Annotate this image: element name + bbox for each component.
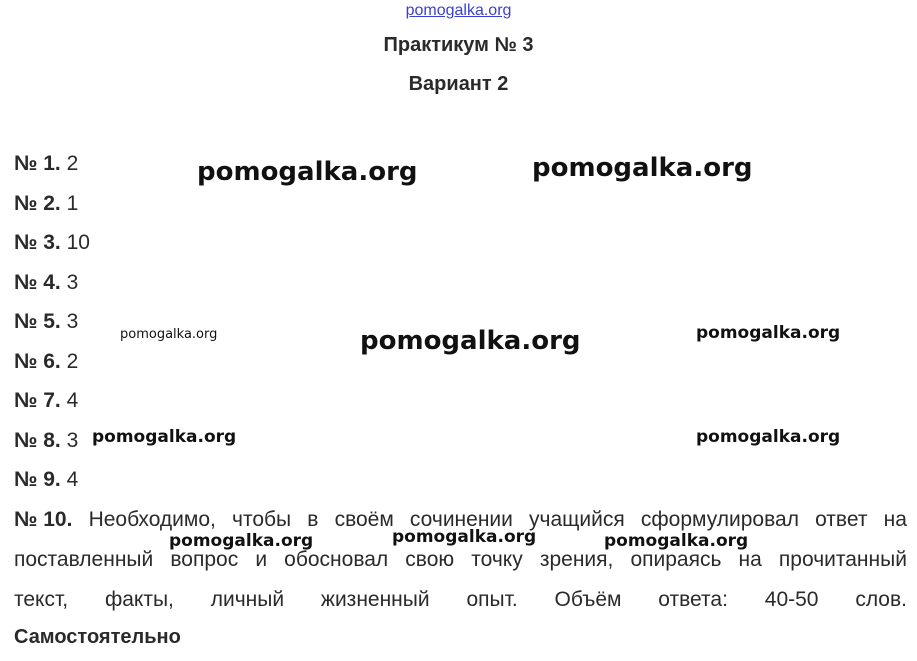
answer-value: 1	[66, 191, 79, 215]
section-heading-independent: Самостоятельно	[14, 626, 181, 648]
task10-word: учащийся	[529, 508, 625, 531]
task10-word: точку	[471, 548, 523, 571]
variant-subtitle: Вариант 2	[408, 73, 509, 95]
task10-word: вопрос	[170, 548, 239, 571]
watermark: pomogalka.org	[197, 157, 418, 187]
watermark: pomogalka.org	[696, 323, 841, 343]
answer-value: 4	[66, 468, 79, 491]
task10-word: на	[738, 548, 762, 571]
answer-number: № 1.	[14, 152, 61, 175]
task10-word: Необходимо,	[88, 508, 216, 531]
answer-number: № 9.	[14, 468, 61, 491]
watermark: pomogalka.org	[604, 531, 749, 551]
watermark: pomogalka.org	[696, 427, 841, 447]
task10-word: факты,	[104, 588, 174, 611]
answer-number: № 8.	[14, 428, 61, 452]
page-title: Практикум № 3	[383, 34, 534, 56]
watermark: pomogalka.org	[532, 153, 753, 183]
task10-line-2	[14, 548, 907, 572]
watermark: pomogalka.org	[120, 327, 218, 342]
answer-number: № 2.	[14, 191, 61, 215]
answer-item	[14, 190, 90, 230]
answer-item	[14, 348, 90, 388]
answer-value: 2	[66, 152, 79, 175]
task10-word: сочинении	[409, 508, 513, 531]
answer-number: № 5.	[14, 310, 61, 333]
answer-number: № 3.	[14, 231, 61, 254]
answer-value: 3	[66, 428, 79, 452]
task10-word: ответа:	[658, 588, 728, 611]
task10-word: Объём	[554, 588, 622, 611]
task10-word: поставленный	[14, 548, 154, 571]
task10-word: своём	[334, 508, 394, 531]
task10-number: № 10.	[14, 508, 73, 531]
answer-item	[14, 269, 90, 309]
task10-word: чтобы	[232, 508, 292, 531]
task10-word: ответ	[815, 508, 868, 531]
answer-value: 4	[66, 389, 79, 412]
answer-item	[14, 308, 90, 348]
task10-word: опыт.	[466, 588, 518, 611]
task10-word: свою	[405, 548, 455, 571]
answer-item	[14, 229, 90, 269]
task10-word: слов.	[855, 588, 907, 611]
task10-word: на	[883, 508, 907, 531]
watermark: pomogalka.org	[169, 531, 314, 551]
answer-item	[14, 150, 90, 190]
task10-word: прочитанный	[778, 548, 907, 571]
watermark: pomogalka.org	[360, 326, 581, 356]
answer-item	[14, 427, 90, 467]
task10-word: личный	[210, 588, 285, 611]
task10-word: сформулировал	[640, 508, 799, 531]
answer-value: 3	[66, 270, 79, 294]
answer-value: 3	[66, 310, 79, 333]
task10-word: обосновал	[284, 548, 389, 571]
task10-word: в	[307, 508, 319, 531]
site-link[interactable]: pomogalka.org	[405, 2, 512, 19]
task10-word: текст,	[14, 588, 69, 611]
task10-word: жизненный	[320, 588, 430, 611]
answers-list	[14, 150, 90, 506]
task10-word: зрения,	[539, 548, 614, 571]
answer-value: 10	[66, 231, 90, 254]
task10-word: и	[255, 548, 268, 571]
answer-item	[14, 466, 90, 506]
task10-word: опираясь	[630, 548, 722, 571]
task10-line-3	[14, 588, 907, 612]
answer-number: № 4.	[14, 270, 61, 294]
answer-item	[14, 387, 90, 427]
answer-number: № 7.	[14, 389, 61, 412]
watermark: pomogalka.org	[392, 527, 537, 547]
task10-word: 40-50	[764, 588, 819, 611]
answer-number: № 6.	[14, 349, 61, 373]
task10-line-1	[14, 508, 907, 532]
watermark: pomogalka.org	[92, 427, 237, 447]
answer-value: 2	[66, 349, 79, 373]
